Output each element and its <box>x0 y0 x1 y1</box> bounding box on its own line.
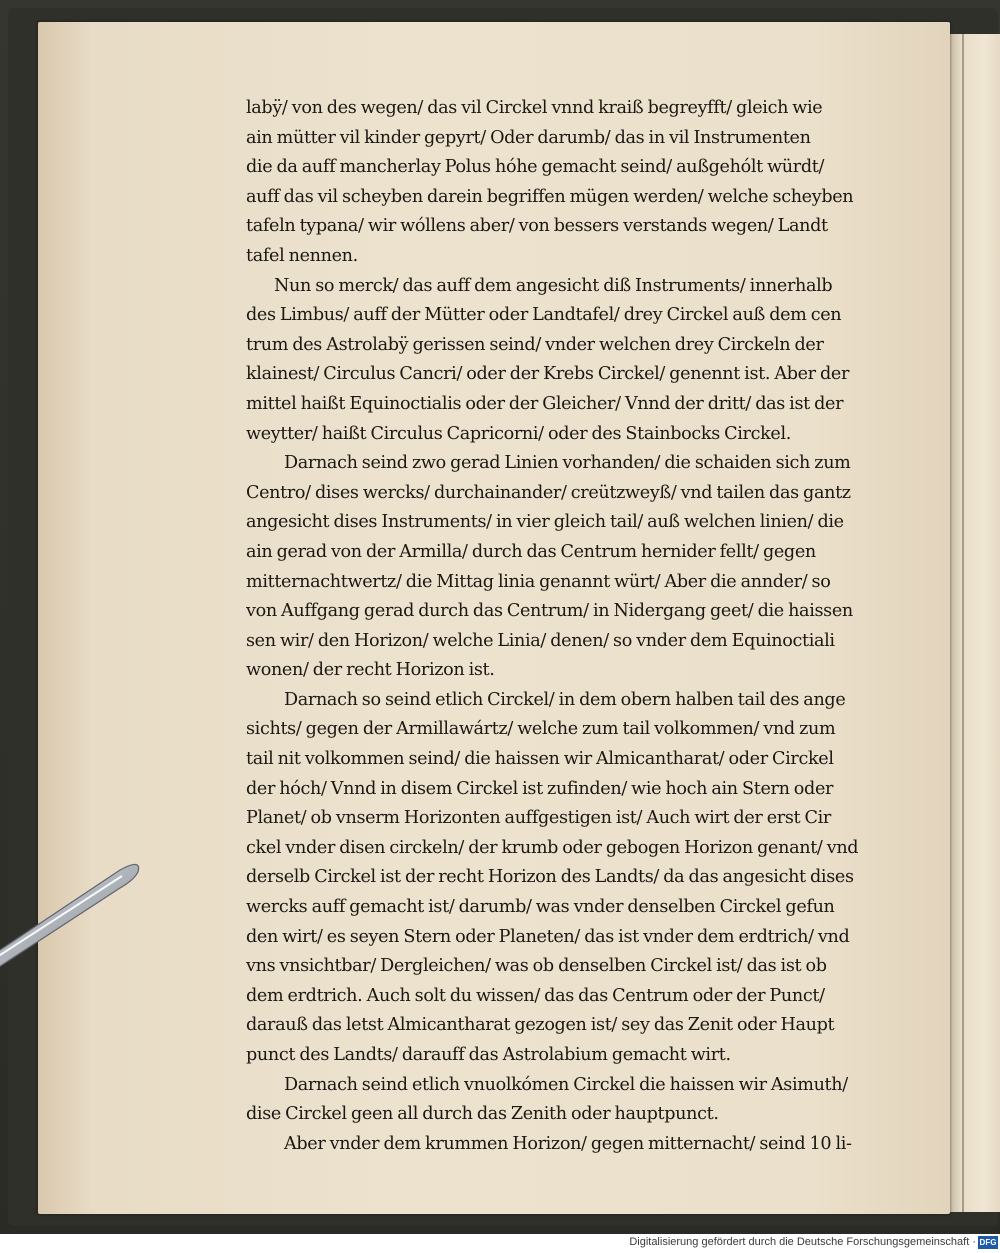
text-line: trum des Astrolabÿ gerissen seind/ vnder welchen drey Circkeln der <box>246 334 824 355</box>
text-line: des Limbus/ auff der Mütter oder Landtafel/ drey Circkel auß dem cen <box>246 305 842 326</box>
text-line: labÿ/ von des wegen/ das vil Circkel vnnd kraiß begreyfft/ gleich wie <box>246 98 823 118</box>
text-line: tail nit volkommen seind/ die haissen wir Almicantharat/ oder Circkel <box>246 749 834 770</box>
text-line: mittel haißt Equinoctialis oder der Gleicher/ Vnnd der dritt/ das ist der <box>246 393 844 414</box>
text-line: punct des Landts/ darauff das Astrolabium gemacht wirt. <box>246 1045 731 1065</box>
text-line: Darnach so seind etlich Circkel/ in dem obern halben tail des ange <box>284 689 846 710</box>
facing-page-edge <box>942 34 1000 1212</box>
dfg-logo-icon: DFG <box>979 1238 997 1247</box>
text-line: Darnach seind zwo gerad Linien vorhanden/ die schaiden sich zum <box>284 453 851 474</box>
text-line: klainest/ Circulus Cancri/ oder der Krebs Circkel/ genennt ist. Aber der <box>246 364 850 385</box>
text-line: tafel nennen. <box>246 245 358 266</box>
page-text <box>246 94 882 1159</box>
text-line: ain gerad von der Armilla/ durch das Centrum hernider fellt/ gegen <box>246 541 816 562</box>
text-line: sen wir/ den Horizon/ welche Linia/ denen/ so vnder dem Equinoctiali <box>246 630 835 651</box>
text-line: ain mütter vil kinder gepyrt/ Oder darumb/ das in vil Instrumenten <box>246 127 811 148</box>
text-line: darauß das letst Almicantharat gezogen ist/ sey das Zenit oder Haupt <box>246 1015 835 1036</box>
text-line: wercks auff gemacht ist/ darumb/ was vnder denselben Circkel gefun <box>246 897 835 918</box>
text-line: Planet/ ob vnserm Horizonten auffgestigen ist/ Auch wirt der erst Cir <box>246 808 831 829</box>
footer-credit: Digitalisierung gefördert durch die Deutsche Forschungsgemeinschaft · <box>629 1236 976 1248</box>
text-line: weytter/ haißt Circulus Capricorni/ oder des Stainbocks Circkel. <box>246 423 791 444</box>
text-line: von Auffgang gerad durch das Centrum/ in Nidergang geet/ die haissen <box>246 601 853 622</box>
page-gutter <box>962 34 964 1212</box>
text-line: tafeln typana/ wir wóllens aber/ von bessers verstands wegen/ Landt <box>246 216 828 237</box>
text-line: den wirt/ es seyen Stern oder Planeten/ das ist vnder dem erdtrich/ vnd <box>246 926 850 947</box>
text-line: Aber vnder dem krummen Horizon/ gegen mitternacht/ seind 10 li- <box>284 1133 852 1154</box>
text-line: derselb Circkel ist der recht Horizon des Landts/ da das angesicht dises <box>246 867 854 888</box>
text-line: der hóch/ Vnnd in disem Circkel ist zufinden/ wie hoch ain Stern oder <box>246 778 834 799</box>
text-line: dise Circkel geen all durch das Zenith oder hauptpunct. <box>246 1104 719 1125</box>
text-line: Centro/ dises wercks/ durchainander/ creützweyß/ vnd tailen das gantz <box>246 482 851 503</box>
text-line: mitternachtwertz/ die Mittag linia genannt würt/ Aber die annder/ so <box>246 571 831 592</box>
text-line: Darnach seind etlich vnuolkómen Circkel die haissen wir Asimuth/ <box>284 1074 848 1095</box>
text-line: dem erdtrich. Auch solt du wissen/ das das Centrum oder der Punct/ <box>246 985 825 1006</box>
text-line: wonen/ der recht Horizon ist. <box>246 660 495 681</box>
text-line: ckel vnder disen circkeln/ der krumb oder gebogen Horizon genant/ vnd <box>246 837 859 858</box>
text-line: Nun so merck/ das auff dem angesicht diß Instruments/ innerhalb <box>274 275 833 296</box>
text-line: vns vnsichtbar/ Dergleichen/ was ob denselben Circkel ist/ das ist ob <box>246 956 827 977</box>
text-line: die da auff mancherlay Polus hóhe gemacht seind/ außgehólt würdt/ <box>246 157 825 178</box>
text-line: sichts/ gegen der Armillawártz/ welche zum tail volkommen/ vnd zum <box>246 719 836 740</box>
text-line: auff das vil scheyben darein begriffen mügen werden/ welche scheyben <box>246 186 854 207</box>
text-line: angesicht dises Instruments/ in vier gleich tail/ auß welchen linien/ die <box>246 512 844 533</box>
